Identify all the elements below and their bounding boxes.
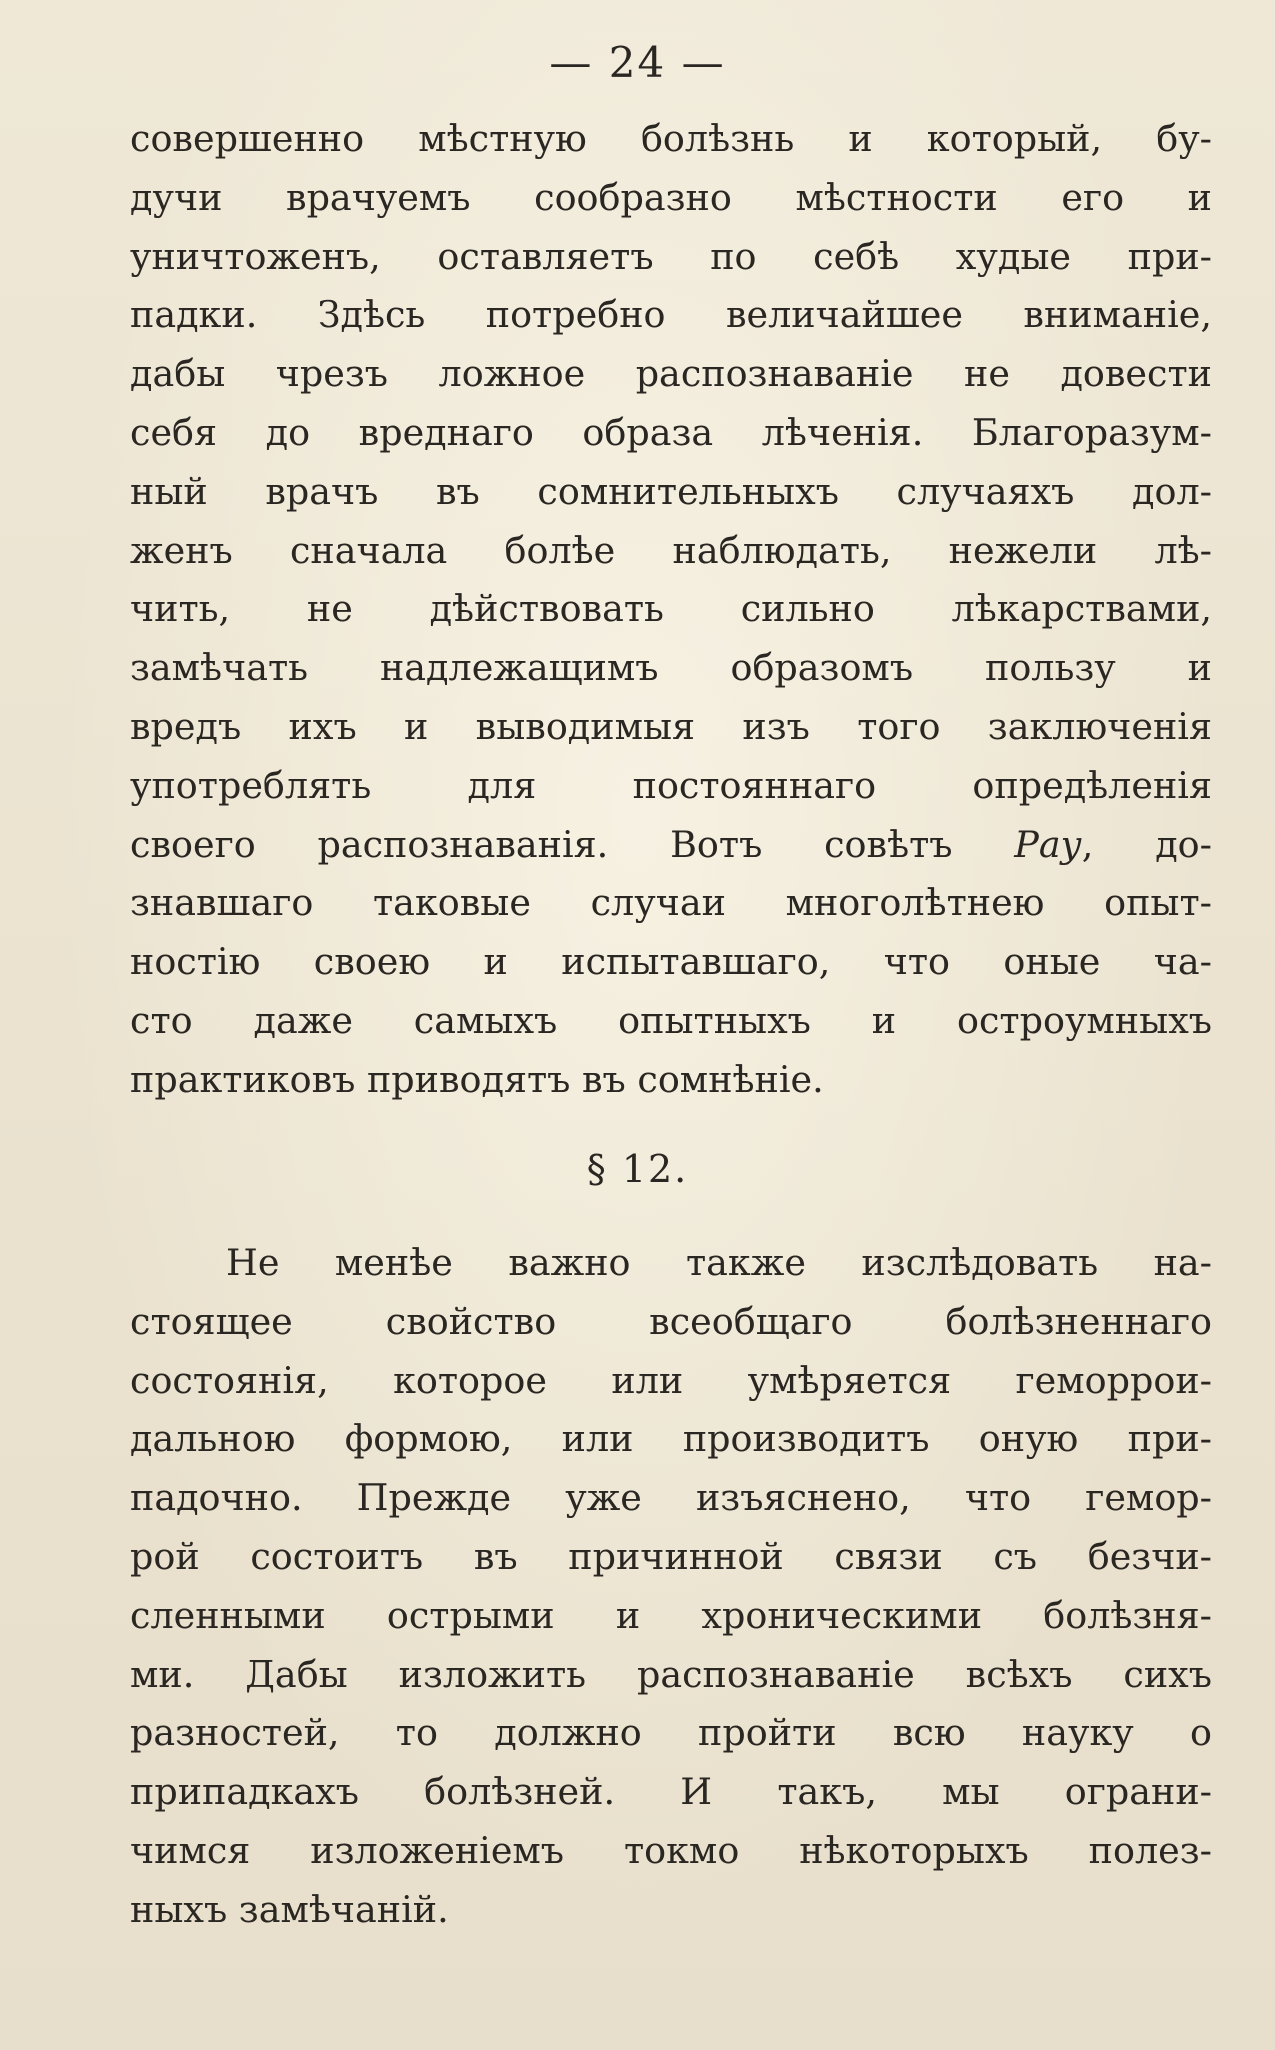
text-line: чить, не дѣйствовать сильно лѣкарствами, [130, 587, 1212, 631]
text-line: ми. Дабы изложить распознаваніе всѣхъ сихъ [130, 1652, 1212, 1696]
text-line: ный врачъ въ сомнительныхъ случаяхъ дол- [130, 469, 1212, 513]
text-line: дабы чрезъ ложное распознаваніе не довести [130, 352, 1212, 396]
text-line: вредъ ихъ и выводимыя изъ того заключенія [130, 704, 1212, 748]
text-line: дальною формою, или производитъ оную при- [130, 1417, 1212, 1461]
text-line: припадкахъ болѣзней. И такъ, мы ограни- [130, 1770, 1212, 1814]
text-segment: , до- [1081, 822, 1212, 866]
text-line: падки. Здѣсь потребно величайшее вниманіе, [130, 293, 1212, 337]
author-name: Рау [1014, 822, 1082, 866]
text-line: чимся изложеніемъ токмо нѣкоторыхъ полез- [130, 1828, 1212, 1872]
text-line: рой состоитъ въ причинной связи съ безчи- [130, 1534, 1212, 1578]
text-line: женъ сначала болѣе наблюдать, нежели лѣ- [130, 528, 1212, 572]
text-line: стоящее свойство всеобщаго болѣзненнаго [130, 1299, 1212, 1343]
text-line: падочно. Прежде уже изъяснено, что гемор- [130, 1476, 1212, 1520]
text-line: разностей, то должно пройти всю науку о [130, 1711, 1212, 1755]
text-line: совершенно мѣстную болѣзнь и который, бу- [130, 117, 1212, 160]
text-line: сленными острыми и хроническими болѣзня- [130, 1593, 1212, 1637]
text-line: себя до вреднаго образа лѣченія. Благоразум- [130, 410, 1212, 454]
text-line: уничтоженъ, оставляетъ по себѣ худые при- [130, 234, 1212, 278]
text-line: Не менѣе важно также изслѣдовать на- [226, 1241, 1212, 1284]
section-heading: § 12. [586, 1147, 689, 1191]
text-line: дучи врачуемъ сообразно мѣстности его и [130, 175, 1212, 219]
text-line: замѣчать надлежащимъ образомъ пользу и [130, 646, 1212, 690]
text-line: сто даже самыхъ опытныхъ и остроумныхъ [130, 998, 1212, 1042]
text-line: употреблять для постояннаго опредѣленія [130, 763, 1212, 807]
text-line: практиковъ приводятъ въ сомнѣніе. [130, 1057, 824, 1101]
text-line: ностію своею и испытавшаго, что оные ча- [130, 940, 1212, 984]
text-line: ныхъ замѣчаній. [130, 1887, 449, 1931]
text-line: состоянія, которое или умѣряется геморрои- [130, 1358, 1212, 1402]
page-number: — 24 — [549, 38, 726, 87]
paragraph-2 [130, 1234, 1212, 1940]
text-segment: своего распознаванія. Вотъ совѣтъ [130, 822, 1015, 866]
paragraph-1 [130, 110, 1212, 1110]
text-line: знавшаго таковые случаи многолѣтнею опыт- [130, 881, 1212, 925]
text-line [130, 816, 1212, 875]
